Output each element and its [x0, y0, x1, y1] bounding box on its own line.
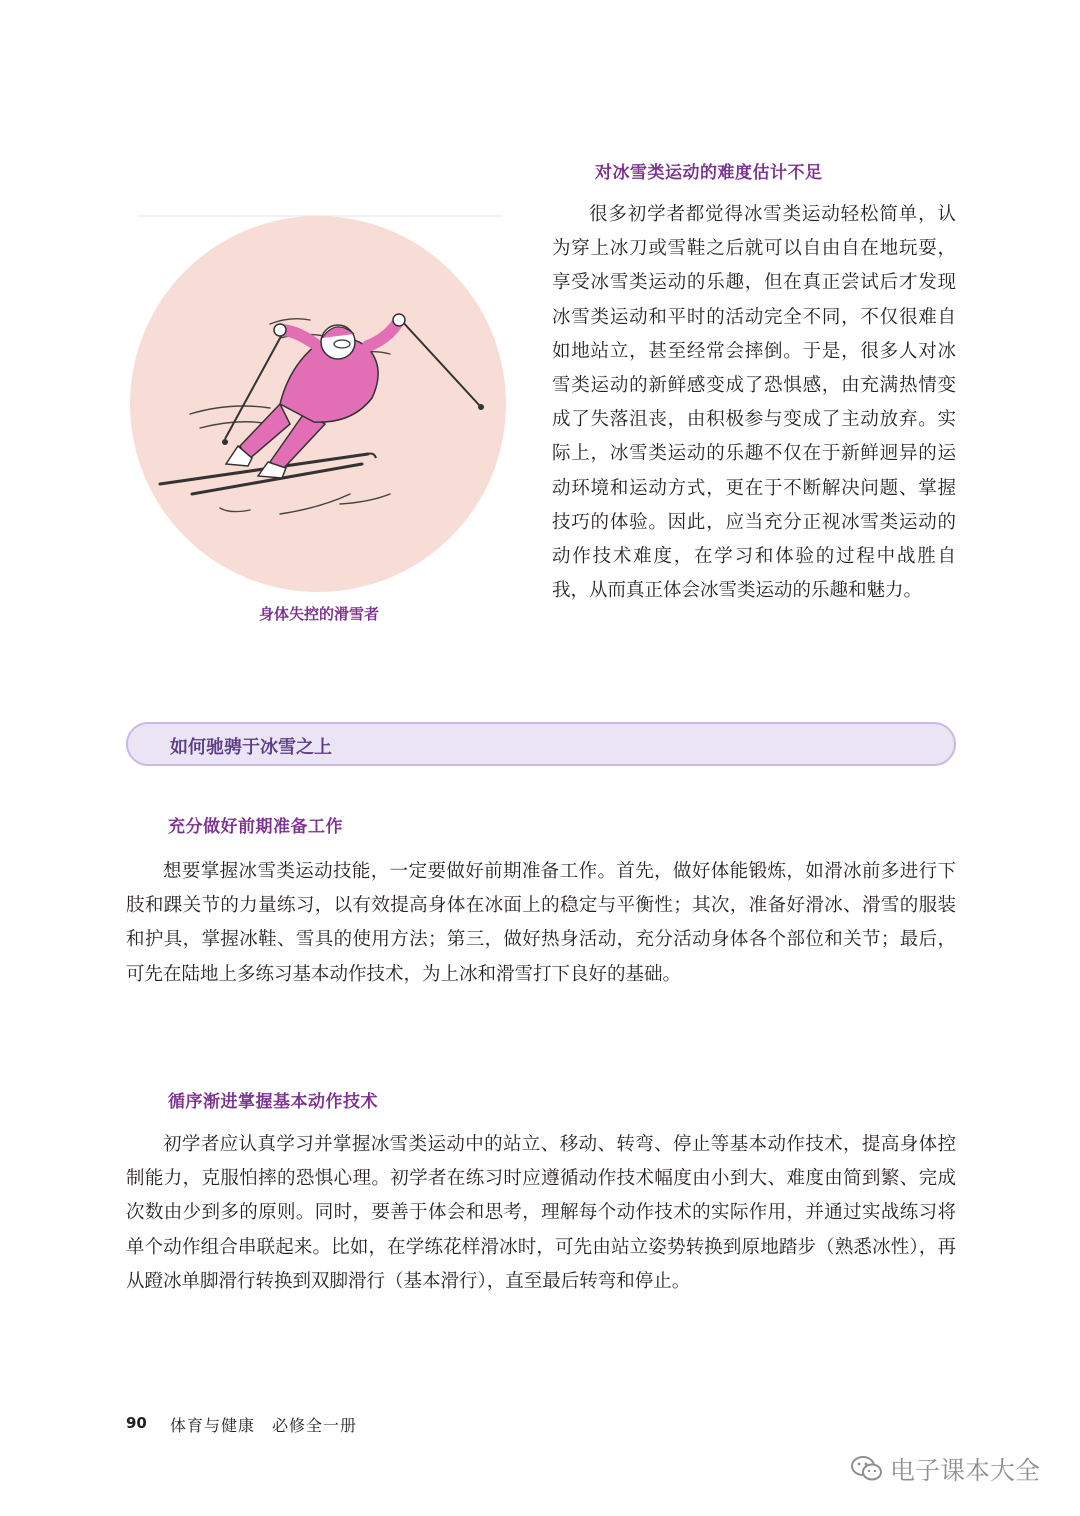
watermark — [850, 1452, 1040, 1486]
skier-drawing — [130, 214, 508, 592]
section-banner — [126, 722, 956, 766]
book-title: 体育与健康 必修全一册 — [170, 1416, 358, 1435]
watermark-text: 电子课本大全 — [890, 1456, 1041, 1485]
section1-heading: 充分做好前期准备工作 — [168, 817, 343, 837]
page-number: 90 — [126, 1414, 147, 1432]
skier-illustration — [130, 214, 508, 592]
section1-paragraph: 想要掌握冰雪类运动技能，一定要做好前期准备工作。首先，做好体能锻炼，如滑冰前多进行下肢和踝关节的力量练习，以有效提高身体在冰面上的稳定与平衡性；其次，准备好滑冰、滑雪的服装和护具，掌握冰鞋、雪具的使用方法；第三，做好热身活动，充分活动身体各个部位和关节；最后，可先在陆地上多练习基本动作技术，为上冰和滑雪打下良好的基础。 — [126, 861, 956, 985]
wechat-icon — [850, 1455, 884, 1483]
section2-paragraph: 初学者应认真学习并掌握冰雪类运动中的站立、移动、转弯、停止等基本动作技术，提高身体控制能力，克服怕摔的恐惧心理。初学者在练习时应遵循动作技术幅度由小到大、难度由简到繁、完成次数由少到多的原则。同时，要善于体会和思考，理解每个动作技术的实际作用，并通过实战练习将单个动作组合串联起来。比如，在学练花样滑冰时，可先由站立姿势转换到原地踏步（熟悉冰性），再从蹬冰单脚滑行转换到双脚滑行（基本滑行），直至最后转弯和停止。 — [126, 1134, 956, 1292]
sidebar-paragraph: 很多初学者都觉得冰雪类运动轻松简单，认为穿上冰刀或雪鞋之后就可以自由自在地玩耍，享受冰雪类运动的乐趣，但在真正尝试后才发现冰雪类运动和平时的活动完全不同，不仅很难自如地站立，甚至经常会摔倒。于是，很多人对冰雪类运动的新鲜感变成了恐惧感，由充满热情变成了失落沮丧，由积极参与变成了主动放弃。实际上，冰雪类运动的乐趣不仅在于新鲜迥异的运动环境和运动方式，更在于不断解决问题、掌握技巧的体验。因此，应当充分正视冰雪类运动的动作技术难度，在学习和体验的过程中战胜自我，从而真正体会冰雪类运动的乐趣和魅力。 — [552, 204, 956, 602]
banner-title: 如何驰骋于冰雪之上 — [170, 737, 332, 758]
figure-caption: 身体失控的滑雪者 — [258, 605, 379, 623]
section2-heading: 循序渐进掌握基本动作技术 — [168, 1092, 378, 1112]
sidebar-heading: 对冰雪类运动的难度估计不足 — [595, 163, 823, 183]
